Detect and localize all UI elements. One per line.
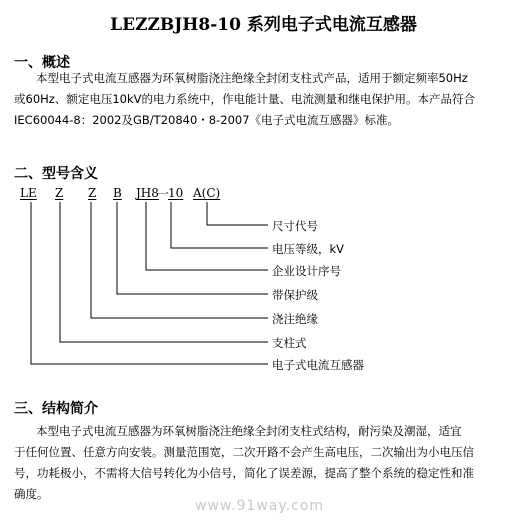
leader-type [31,202,268,364]
overview-line: 或60Hz、额定电压10kV的电力系统中，作电能计量、电流测量和继电保护用。本产品符合 [14,92,475,106]
code-z1: Z [55,186,64,200]
code-b: B [113,186,122,200]
structure-paragraph [14,421,519,505]
code-voltage: 10 [168,186,184,200]
code-le: LE [20,186,37,200]
leader-cast [91,202,268,318]
section-heading-overview: 一、概述 [14,55,70,71]
structure-line: 确度。 [14,487,49,501]
label-pillar: 支柱式 [272,336,307,350]
watermark: www.91way.com [195,498,324,514]
label-cast-insulation: 浇注绝缘 [272,312,318,326]
structure-line: 本型电子式电流互感器为环氧树脂浇注绝缘全封闭支柱式结构，耐污染及潮湿，适宜 [36,424,462,438]
structure-line: 号，功耗极小，不需将大信号转化为小信号，简化了误差源，提高了整个系统的稳定性和准 [14,466,474,480]
code-z2: Z [88,186,97,200]
code-jh8: JH8 [136,186,159,200]
section-heading-structure: 三、结构简介 [14,401,98,417]
code-dash: 一 [157,187,170,201]
label-protection: 带保护级 [272,288,318,302]
page-title: LEZZBJH8-10 系列电子式电流互感器 [110,15,417,35]
section-heading-model: 二、型号含义 [14,166,98,182]
overview-line: IEC60044-8：2002及GB/T20840・8-2007《电子式电流互感器》标准。 [14,113,400,127]
label-size-code: 尺寸代号 [272,219,318,233]
label-product-type: 电子式电流互感器 [272,358,364,372]
overview-line: 本型电子式电流互感器为环氧树脂浇注绝缘全封闭支柱式产品，适用于额定频率50Hz [36,71,468,85]
leader-size [207,202,268,225]
label-design-serial: 企业设计序号 [272,264,341,278]
code-size: A(C) [193,186,221,200]
structure-line: 于任何位置、任意方向安装。测量范围宽，二次开路不会产生高电压，二次输出为小电压信 [14,445,474,459]
label-voltage-class: 电压等级，kV [272,242,345,256]
